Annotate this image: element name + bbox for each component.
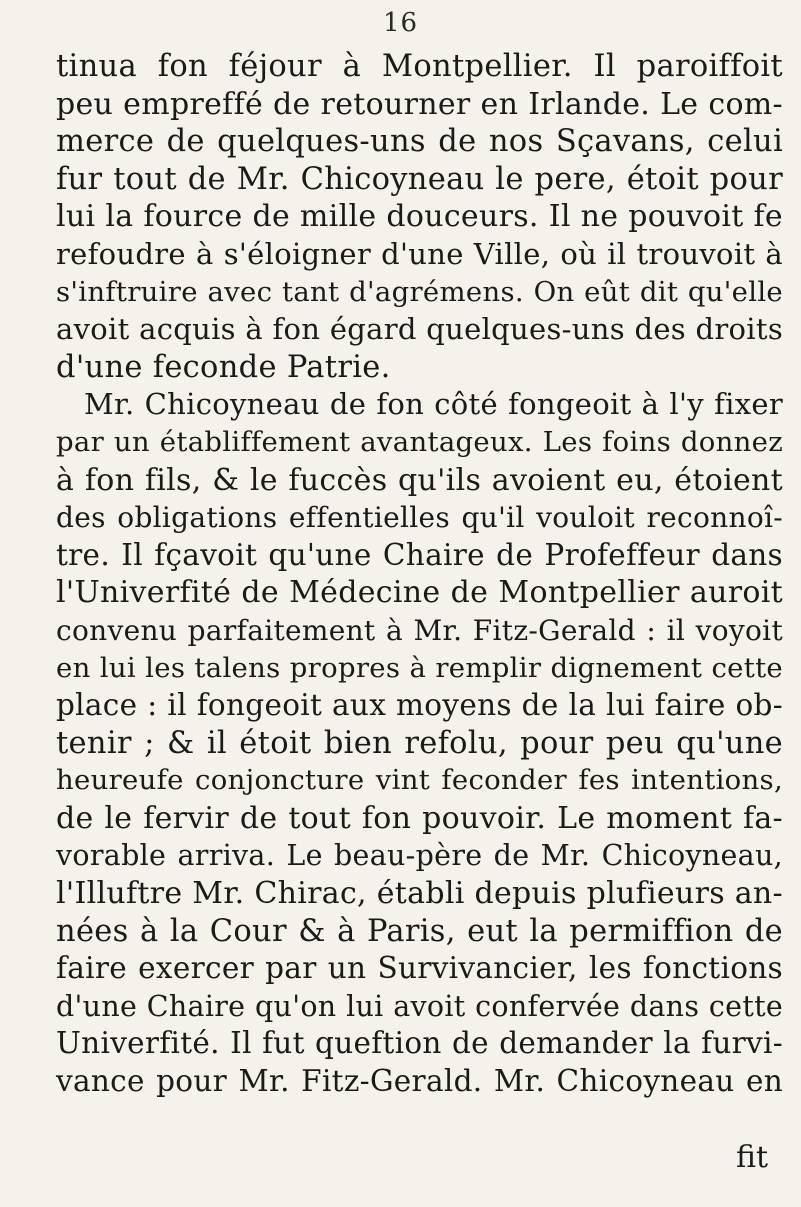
paragraph-end-line: d'une feconde Patrie. bbox=[56, 349, 391, 385]
text-line: vance pour Mr. Fitz-Gerald. Mr. Chicoyneau en bbox=[56, 1064, 783, 1099]
paragraph-start-line: Mr. Chicoyneau de fon côté fongeoit à l'y fixer bbox=[84, 387, 783, 422]
text-line: heureufe conjoncture vint feconder fes intentions, bbox=[56, 764, 783, 797]
text-line: merce de quelques-uns de nos Sçavans, celui bbox=[56, 124, 783, 160]
text-line: d'une Chaire qu'on lui avoit confervée dans cette bbox=[56, 989, 783, 1023]
text-line: Univerfité. Il fut queftion de demander la furvi- bbox=[56, 1026, 783, 1061]
page-number: 16 bbox=[382, 8, 419, 38]
text-line: nées à la Cour & à Paris, eut la permiffion de bbox=[56, 913, 783, 949]
text-line: s'inftruire avec tant d'agrémens. On eût dit qu'elle bbox=[56, 275, 783, 308]
body-text bbox=[56, 48, 783, 1101]
text-line: refoudre à s'éloigner d'une Ville, où il trouvoit à bbox=[56, 236, 783, 271]
text-line: l'Illuftre Mr. Chirac, établi depuis plufieurs an- bbox=[56, 876, 783, 912]
text-line: l'Univerfité de Médecine de Montpellier auroit bbox=[56, 575, 783, 611]
text-line: avoit acquis à fon égard quelques-uns des droits bbox=[56, 312, 783, 347]
catchword: fit bbox=[736, 1140, 769, 1175]
text-line: par un établiffement avantageux. Les foins donnez bbox=[56, 425, 783, 458]
text-line: faire exercer par un Survivancier, les fonctions bbox=[56, 951, 783, 986]
text-line: en lui les talens propres à remplir dignement cette bbox=[56, 651, 783, 684]
text-line: tinua fon féjour à Montpellier. Il paroiffoit bbox=[56, 49, 783, 84]
text-line: à fon fils, & le fuccès qu'ils avoient eu, étoient bbox=[56, 462, 783, 498]
text-line: lui la fource de mille douceurs. Il ne pouvoit fe bbox=[56, 199, 783, 235]
text-line: peu empreffé de retourner en Irlande. Le com- bbox=[56, 86, 783, 122]
text-line: vorable arriva. Le beau-père de Mr. Chicoyneau, bbox=[56, 839, 783, 873]
text-line: convenu parfaitement à Mr. Fitz-Gerald : il voyoit bbox=[56, 613, 783, 647]
text-line: des obligations effentielles qu'il vouloit reconnoî- bbox=[56, 501, 783, 535]
text-line: fur tout de Mr. Chicoyneau le pere, étoit pour bbox=[56, 161, 783, 197]
text-line: place : il fongeoit aux moyens de la lui faire ob- bbox=[56, 688, 783, 723]
text-line: de le fervir de tout fon pouvoir. Le moment fa- bbox=[56, 800, 783, 836]
text-line: tenir ; & il étoit bien refolu, pour peu qu'une bbox=[56, 725, 783, 761]
text-line: tre. Il fçavoit qu'une Chaire de Profeffeur dans bbox=[56, 537, 783, 572]
